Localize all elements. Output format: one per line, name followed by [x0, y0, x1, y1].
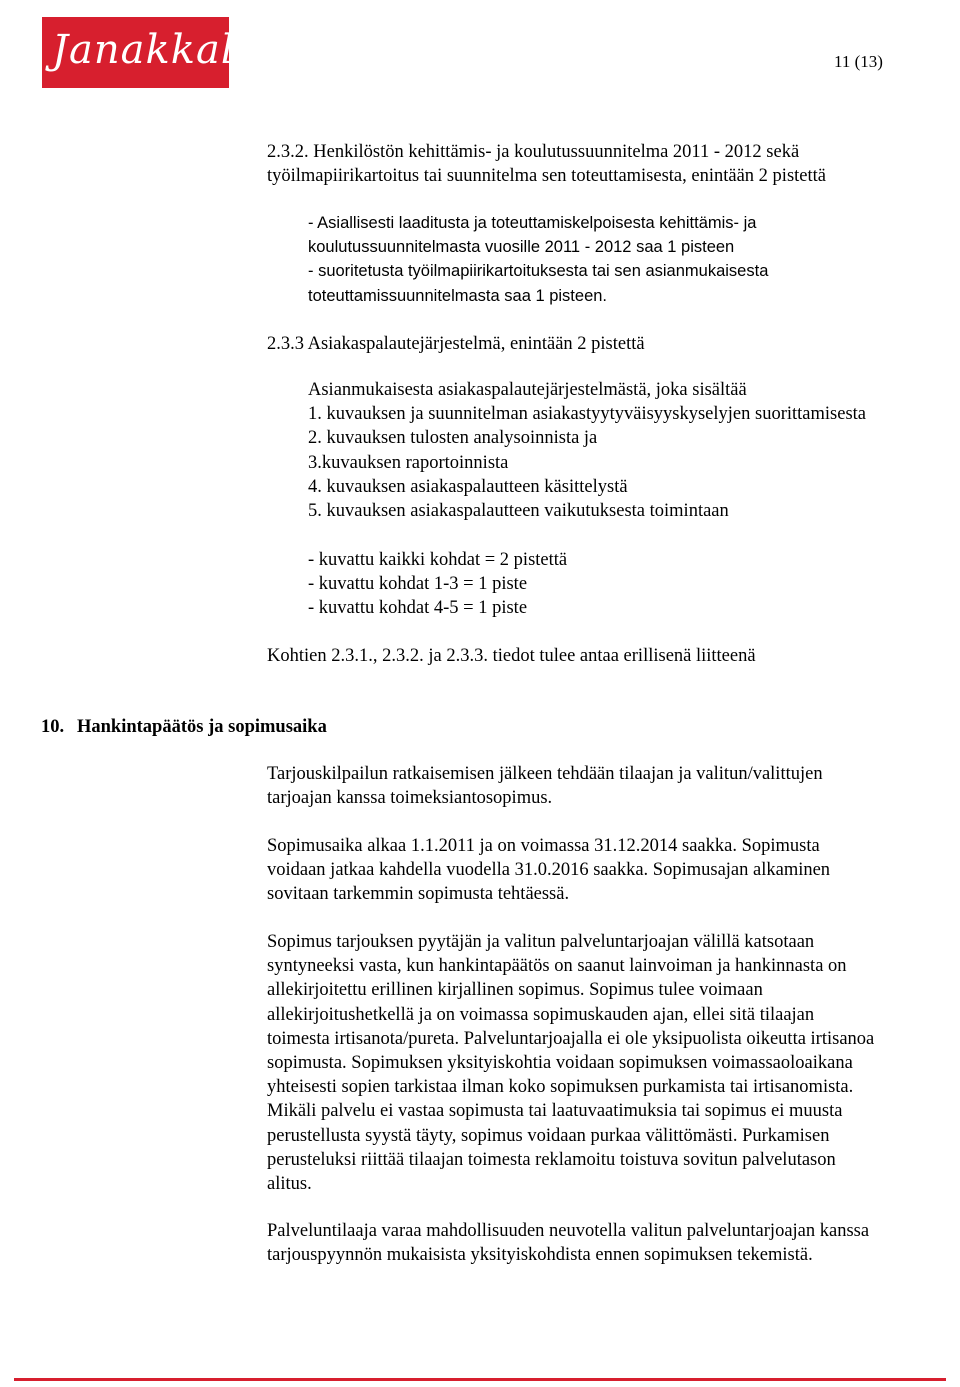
paragraph-line: Palveluntilaaja varaa mahdollisuuden neuvotella valitun palveluntarjoajan kanssa — [267, 1221, 870, 1241]
section-10-paragraph-3 — [267, 930, 874, 1196]
paragraph-line: yhteisesti sopien tarkistaa ilman koko sopimuksen purkamista tai irtisanomista. — [267, 1077, 854, 1098]
paragraph-line: sopimusta. Sopimuksen yksityiskohtia voidaan sopimuksen voimassaoloaikana — [267, 1052, 853, 1073]
title-line: työilmapiirikartoitus tai suunnitelma sen toteuttamisesta, enintään 2 pistettä — [267, 166, 826, 187]
footer-rule — [14, 1378, 946, 1381]
list-item: 5. kuvauksen asiakaspalautteen vaikutuksesta toimintaan — [308, 500, 729, 521]
points-line: - kuvattu kaikki kohdat = 2 pistettä — [308, 550, 568, 570]
section-10-paragraph-4 — [267, 1219, 869, 1267]
paragraph-line: tarjoajan kanssa toimeksiantosopimus. — [267, 788, 553, 809]
list-item: 1. kuvauksen ja suunnitelman asiakastyytyväisyyskyselyjen suorittamisesta — [308, 404, 866, 425]
title-line: 2.3.2. Henkilöstön kehittämis- ja koulutussuunnitelma 2011 - 2012 sekä — [267, 142, 800, 162]
section-2-3-2-criteria — [308, 211, 768, 308]
paragraph-line: perustellusta syystä täyty, sopimus voidaan purkaa välittömästi. Purkamisen — [267, 1125, 830, 1146]
paragraph-line: Sopimus tarjouksen pyytäjän ja valitun palveluntarjoajan välillä katsotaan — [267, 932, 815, 952]
paragraph-line: tarjouspyynnön mukaisista yksityiskohdista ennen sopimuksen tekemistä. — [267, 1245, 813, 1266]
logo-wordmark: Janakkala — [52, 27, 260, 73]
paragraph-line: allekirjoitettu erillinen kirjallinen sopimus. Sopimus tulee voimaan — [267, 980, 763, 1001]
paragraph-line: perusteluksi riittää tilaajan toimesta reklamoitu toistuva sovitun palvelutason — [267, 1149, 836, 1170]
list-item: 4. kuvauksen asiakaspalautteen käsittelystä — [308, 476, 628, 497]
page-number: 11 (13) — [834, 52, 883, 71]
criteria-line: koulutussuunnitelmasta vuosille 2011 - 2012 saa 1 pisteen — [308, 238, 735, 257]
list-item: 3.kuvauksen raportoinnista — [308, 452, 509, 473]
janakkala-logo — [42, 17, 260, 88]
points-line: - kuvattu kohdat 1-3 = 1 piste — [308, 574, 528, 595]
points-line: - kuvattu kohdat 4-5 = 1 piste — [308, 598, 528, 619]
section-10-paragraph-1 — [267, 762, 823, 810]
paragraph-line: toimesta irtisanota/pureta. Palveluntarjoajalla ei ole yksipuolista oikeutta irtisanoa — [267, 1028, 875, 1049]
section-2-3-3-points — [308, 548, 567, 621]
paragraph-line: Tarjouskilpailun ratkaisemisen jälkeen tehdään tilaajan ja valitun/valittujen — [267, 764, 823, 784]
section-10-title: Hankintapäätös ja sopimusaika — [77, 717, 327, 737]
paragraph-line: Sopimusaika alkaa 1.1.2011 ja on voimassa 31.12.2014 saakka. Sopimusta — [267, 836, 820, 856]
paragraph-line: voidaan jatkaa kahdella vuodella 31.0.2016 saakka. Sopimusajan alkaminen — [267, 860, 831, 881]
criteria-line: toteuttamissuunnitelmasta saa 1 pisteen. — [308, 286, 608, 305]
list-item: Asianmukaisesta asiakaspalautejärjestelmästä, joka sisältää — [308, 380, 747, 400]
section-10-paragraph-2 — [267, 834, 830, 907]
paragraph-line: alitus. — [267, 1173, 312, 1194]
paragraph-line: sovitaan tarkemmin sopimusta tehtäessä. — [267, 884, 570, 905]
list-item: 2. kuvauksen tulosten analysoinnista ja — [308, 428, 598, 449]
attachment-note: Kohtien 2.3.1., 2.3.2. ja 2.3.3. tiedot tulee antaa erillisenä liitteenä — [267, 646, 756, 666]
criteria-line: - Asiallisesti laaditusta ja toteuttamiskelpoisesta kehittämis- ja — [308, 214, 757, 232]
section-2-3-3-title: 2.3.3 Asiakaspalautejärjestelmä, enintään 2 pistettä — [267, 334, 645, 354]
criteria-line: - suoritetusta työilmapiirikartoituksesta tai sen asianmukaisesta — [308, 262, 769, 281]
paragraph-line: syntyneeksi vasta, kun hankintapäätös on saanut lainvoiman ja hankinnasta on — [267, 956, 847, 977]
paragraph-line: Mikäli palvelu ei vastaa sopimusta tai laatuvaatimuksia tai sopimus ei muusta — [267, 1101, 843, 1122]
section-2-3-3-list — [308, 378, 866, 523]
paragraph-line: allekirjoitushetkellä ja on voimassa sopimuskauden ajan, ellei sitä tilaajan — [267, 1004, 815, 1025]
section-10-number: 10. — [41, 717, 65, 737]
section-2-3-2-title — [267, 140, 826, 188]
